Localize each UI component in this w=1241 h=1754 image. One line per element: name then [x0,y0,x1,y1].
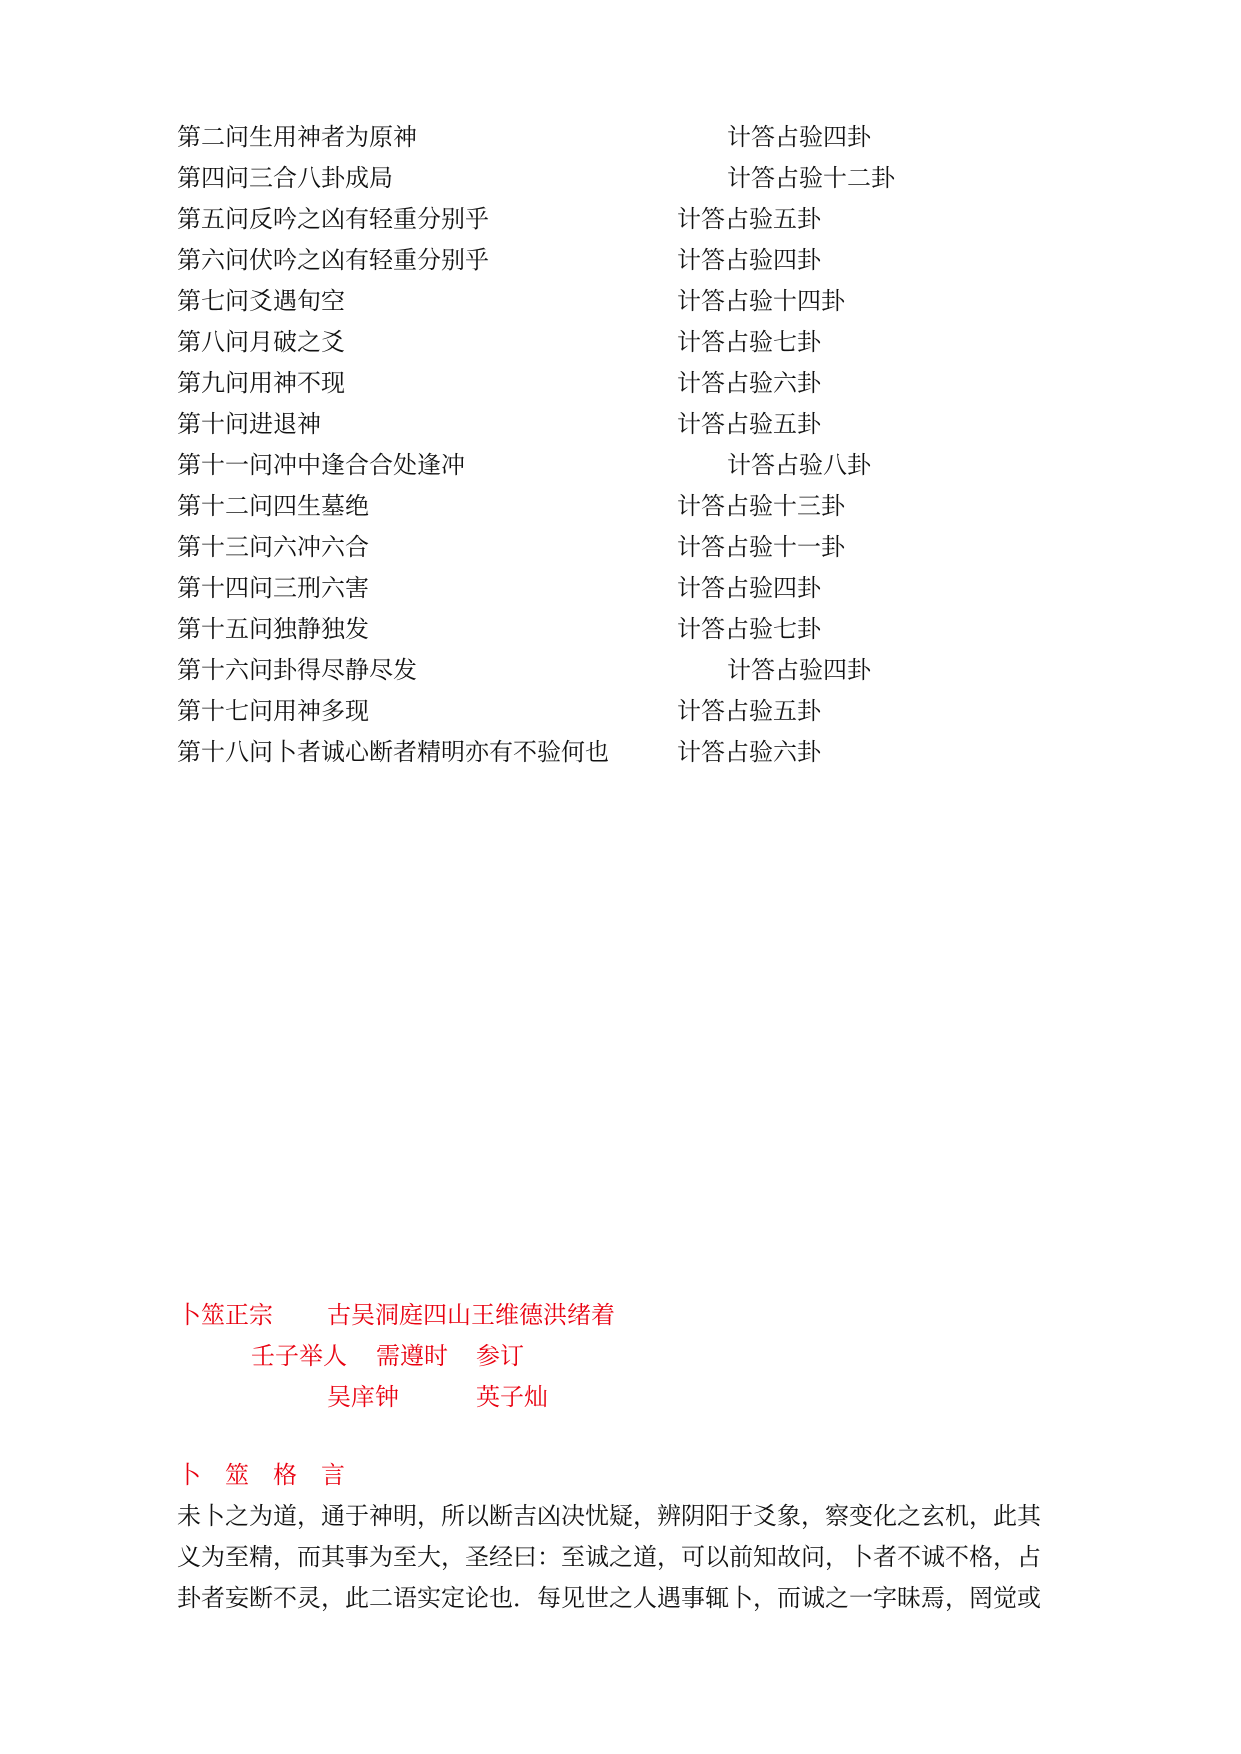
reviewer-name: 需遵时 [376,1342,448,1370]
toc-row [177,363,1077,404]
toc-row [177,650,1077,691]
toc-answer-count: 计答占验五卦 [677,697,821,725]
toc-row [177,322,1077,363]
toc-answer-count: 计答占验七卦 [677,615,821,643]
toc-row [177,609,1077,650]
toc-question: 第十一问冲中逢合合处逢冲 [177,451,465,479]
toc-answer-count: 计答占验四卦 [727,123,871,151]
toc-answer-count: 计答占验四卦 [677,246,821,274]
toc-answer-count: 计答占验四卦 [727,656,871,684]
toc-question: 第五问反吟之凶有轻重分别乎 [177,205,489,233]
toc-answer-count: 计答占验十四卦 [677,287,845,315]
toc-answer-count: 计答占验五卦 [677,205,821,233]
toc-question: 第七问爻遇旬空 [177,287,345,315]
section-body [177,1496,1082,1619]
toc-row [177,691,1077,732]
author-line [327,1295,615,1336]
toc-answer-count: 计答占验十一卦 [677,533,845,561]
toc-question: 第十六问卦得尽静尽发 [177,656,417,684]
toc-question: 第六问伏吟之凶有轻重分别乎 [177,246,489,274]
toc-question: 第十三问六冲六合 [177,533,369,561]
section-title: 卜 筮 格 言 [177,1461,345,1489]
toc-row [177,158,1077,199]
toc-row [177,281,1077,322]
author: 古吴洞庭四山王维德洪绪着 [327,1301,615,1329]
book-header-line [177,1295,273,1336]
toc-row [177,404,1077,445]
toc-answer-count: 计答占验十二卦 [727,164,895,192]
book-title: 卜筮正宗 [177,1301,273,1329]
toc-answer-count: 计答占验十三卦 [677,492,845,520]
toc-row [177,732,1077,773]
toc-row [177,199,1077,240]
toc-answer-count: 计答占验六卦 [677,738,821,766]
toc-question: 第九问用神不现 [177,369,345,397]
toc-question: 第十二问四生墓绝 [177,492,369,520]
toc-question: 第十四问三刑六害 [177,574,369,602]
body-line: 未卜之为道，通于神明，所以断吉凶决忧疑，辨阴阳于爻象，察变化之玄机，此其 [177,1502,1041,1530]
toc-answer-count: 计答占验四卦 [677,574,821,602]
toc-row [177,486,1077,527]
toc-question: 第十五问独静独发 [177,615,369,643]
toc-question: 第四问三合八卦成局 [177,164,393,192]
body-line: 卦者妄断不灵，此二语实定论也．每见世之人遇事辄卜，而诚之一字昧焉，罔觉或 [177,1584,1041,1612]
toc-question: 第十七问用神多现 [177,697,369,725]
toc-row [177,445,1077,486]
toc-row [177,568,1077,609]
toc-row [177,117,1077,158]
toc-question: 第八问月破之爻 [177,328,345,356]
toc-answer-count: 计答占验七卦 [677,328,821,356]
toc-row [177,527,1077,568]
toc-answer-count: 计答占验八卦 [727,451,871,479]
toc-question: 第十问进退神 [177,410,321,438]
toc-question: 第十八问卜者诚心断者精明亦有不验何也 [177,738,609,766]
toc-row [177,240,1077,281]
toc-answer-count: 计答占验五卦 [677,410,821,438]
contributor-2: 英子灿 [476,1383,548,1411]
table-of-contents [177,117,1077,773]
review-role: 参订 [476,1342,524,1370]
toc-answer-count: 计答占验六卦 [677,369,821,397]
toc-question: 第二问生用神者为原神 [177,123,417,151]
contributor-1: 吴庠钟 [327,1383,399,1411]
reviewer-label: 壬子举人 [251,1342,347,1370]
body-line: 义为至精，而其事为至大，圣经曰：至诚之道，可以前知故问，卜者不诚不格，占 [177,1543,1041,1571]
